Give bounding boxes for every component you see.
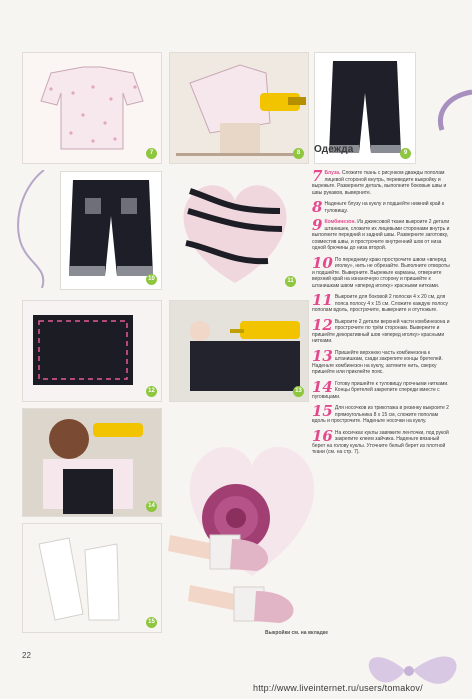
step-heading: Комбинезон. (324, 219, 356, 225)
instructions-column (312, 167, 452, 461)
photo-blouse-on-doll (169, 52, 309, 164)
photo-number-badge: 7 (146, 148, 157, 159)
photo-number-badge: 12 (146, 386, 157, 397)
step-13 (312, 346, 452, 376)
step-number: 15 (312, 402, 333, 420)
bib-illustration (23, 301, 161, 401)
doll-legs-shoes-image (160, 525, 310, 645)
photo-number-badge: 10 (146, 274, 157, 285)
step-number: 9 (312, 216, 323, 234)
step-11 (312, 291, 452, 314)
step-10 (312, 253, 452, 290)
step-number: 10 (312, 253, 333, 272)
socks-illustration (23, 524, 161, 632)
step-9 (312, 216, 452, 252)
step-number: 12 (312, 315, 333, 334)
step-text: По переднему краю прострочите швом «вперед иголку», нить не обрезайте. Выполните отвороты и подшейте. Выверните. Вырежьте карманы, отверните верхний край на изнаночную сторону и пришейте к штанишкам швом «вперед иголку» красными нитками. (312, 256, 450, 289)
photo-doll-front (22, 408, 162, 517)
step-12 (312, 315, 452, 345)
gluing-illustration (170, 301, 308, 401)
step-text: Выкроите 2 детали верхней части комбинезона и прострочите по трём сторонам. Выверните и пришейте декоративный шов «вперед иголку» красными нитками. (312, 318, 450, 344)
step-14 (312, 377, 452, 401)
doll-front-illustration (23, 409, 161, 516)
page-number: 22 (22, 651, 31, 660)
step-text: Наденьте блузу на куклу и подшейте нижний край к туловищу. (324, 201, 445, 214)
decorative-ribbon-right (428, 82, 472, 132)
step-number: 14 (312, 377, 333, 396)
photo-number-badge: 8 (293, 148, 304, 159)
step-15 (312, 402, 452, 425)
photo-bib (22, 300, 162, 402)
photo-socks (22, 523, 162, 633)
photo-number-badge: 14 (146, 501, 157, 512)
figure-caption: Выкройки см. на вкладке (265, 630, 329, 636)
doll-blouse-illustration (170, 53, 308, 163)
photo-number-badge: 13 (293, 386, 304, 397)
photo-pants-with-pockets (60, 171, 162, 290)
source-url[interactable]: http://www.liveinternet.ru/users/tomakov/ (253, 683, 423, 693)
step-text: Готову пришейте к туловищу прочными нитками. Концы бретелей закрепите спереди вместе с пуговицами. (312, 380, 449, 400)
photo-straps-on-heart (170, 171, 300, 291)
photo-blouse (22, 52, 162, 164)
blouse-illustration (23, 53, 161, 163)
step-text: Выкроите для боковой 2 полоски 4 x 20 см, для пояса полосу 4 x 15 см. Сложите каждую полосу пополам вдоль, прострочите, выверните и отутюжьте. (312, 294, 448, 313)
step-text: На косичках куклы завяжите ленточки, под рукой закрепите клеем зайчика. Наденьте вязаный берет на голову куклы. Уточните белый берет из плотной ткани (см. на стр. 7). (312, 429, 449, 455)
step-number: 11 (312, 291, 333, 309)
step-number: 16 (312, 426, 333, 445)
step-text: Из джинсовой ткани выкроите 2 детали штанишек, сложите их лицевыми сторонами внутрь и выполните передний и задний швы. Разверните заготовку, совместив швы, и прострочите внутренний шов от низа одной брючины до низа второй. (312, 219, 450, 251)
photo-number-badge: 11 (285, 276, 296, 287)
step-16 (312, 426, 452, 456)
step-text: Сложите ткань с рисунком дважды пополам лицевой стороной внутрь, переведите выкройку и вырежьте. Разверните деталь, выполните боковые швы и швы рукавов, выверните. (312, 170, 447, 196)
step-heading: Блуза. (324, 170, 341, 176)
pants-pockets-illustration (61, 172, 161, 289)
photo-number-badge: 9 (400, 148, 411, 159)
step-8 (312, 198, 452, 216)
section-title: Одежда (314, 144, 354, 155)
step-number: 7 (312, 167, 323, 185)
step-7 (312, 167, 452, 196)
step-text: Для носочков из трикотажа в резинку выкроите 2 прямоугольника 8 x 15 см, сложите пополам вдоль и прострочите. Наденьте носочки на куклу. (312, 405, 449, 424)
heart-straps-illustration (170, 171, 300, 291)
step-number: 13 (312, 346, 333, 365)
step-text: Пришейте верхнюю часть комбинезона к штанишкам, сзади закрепите концы бретелей. Наденьте комбинезон на куклу, затяните нить, сверху пришейте или приклейте пояс. (312, 349, 443, 375)
photo-number-badge: 15 (146, 617, 157, 628)
step-number: 8 (312, 198, 323, 216)
photo-gluing-overalls (169, 300, 309, 402)
decorative-ribbon (8, 170, 48, 290)
